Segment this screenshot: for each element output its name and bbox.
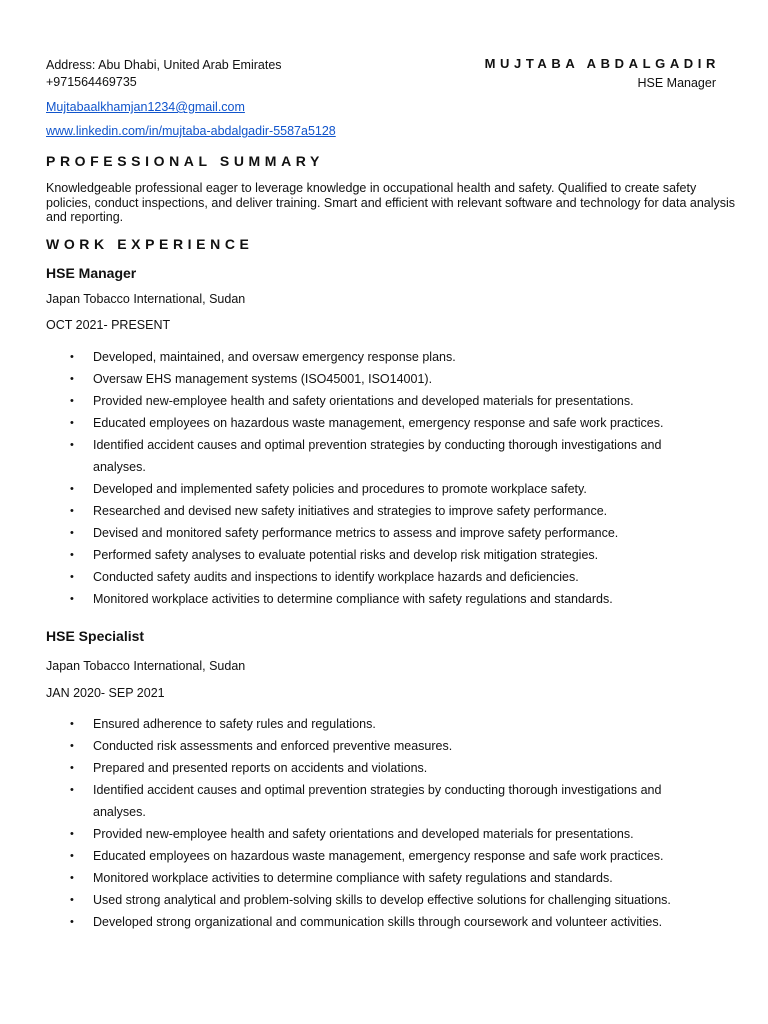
candidate-name: MUJTABA ABDALGADIR (484, 56, 720, 71)
linkedin-link[interactable]: www.linkedin.com/in/mujtaba-abdalgadir-5587a5128 (46, 124, 336, 138)
job-bullet-list (46, 346, 716, 610)
list-item: • Educated employees on hazardous waste management, emergency response and safe work practices. (46, 412, 716, 434)
email-link[interactable]: Mujtabaalkhamjan1234@gmail.com (46, 100, 245, 114)
list-item: • Ensured adherence to safety rules and regulations. (46, 713, 716, 735)
list-item: • Provided new-employee health and safety orientations and developed materials for presentations. (46, 823, 716, 845)
job-title: HSE Manager (46, 265, 137, 281)
list-item: • Monitored workplace activities to determine compliance with safety regulations and standards. (46, 588, 716, 610)
list-item: • Monitored workplace activities to determine compliance with safety regulations and standards. (46, 867, 716, 889)
list-item: • Prepared and presented reports on accidents and violations. (46, 757, 716, 779)
job-company: Japan Tobacco International, Sudan (46, 292, 246, 306)
job-company: Japan Tobacco International, Sudan (46, 659, 246, 673)
contact-block (46, 58, 446, 139)
name-block (484, 56, 720, 91)
job-bullet-list (46, 713, 716, 933)
job-title: HSE Specialist (46, 628, 145, 644)
list-item: • Conducted safety audits and inspections to identify workplace hazards and deficiencies. (46, 566, 716, 588)
experience-heading: WORK EXPERIENCE (46, 236, 254, 252)
list-item: • Researched and devised new safety initiatives and strategies to improve safety performance. (46, 500, 716, 522)
summary-heading: PROFESSIONAL SUMMARY (46, 153, 324, 169)
job-dates: JAN 2020- SEP 2021 (46, 686, 165, 700)
list-item: • Conducted risk assessments and enforced preventive measures. (46, 735, 716, 757)
job-dates: OCT 2021- PRESENT (46, 318, 171, 332)
list-item: • Devised and monitored safety performance metrics to assess and improve safety performance. (46, 522, 716, 544)
list-item: • Developed strong organizational and communication skills through coursework and volunteer activities. (46, 911, 716, 933)
list-item: • Identified accident causes and optimal prevention strategies by conducting thorough investigations and analyses. (46, 434, 716, 478)
list-item: • Provided new-employee health and safety orientations and developed materials for presentations. (46, 390, 716, 412)
summary-text: Knowledgeable professional eager to leverage knowledge in occupational health and safety. Qualified to create safety policies, conduct inspections, and deliver training. Smart and efficient with relevant software and technology for data analysis and reporting. (46, 181, 736, 224)
phone: +971564469735 (46, 75, 137, 89)
list-item: • Developed and implemented safety policies and procedures to promote workplace safety. (46, 478, 716, 500)
candidate-role: HSE Manager (637, 75, 716, 90)
list-item: • Used strong analytical and problem-solving skills to develop effective solutions for challenging situations. (46, 889, 716, 911)
list-item: • Developed, maintained, and oversaw emergency response plans. (46, 346, 716, 368)
list-item: • Identified accident causes and optimal prevention strategies by conducting thorough investigations and analyses. (46, 779, 716, 823)
list-item: • Educated employees on hazardous waste management, emergency response and safe work practices. (46, 845, 716, 867)
list-item: • Performed safety analyses to evaluate potential risks and develop risk mitigation strategies. (46, 544, 716, 566)
address: Address: Abu Dhabi, United Arab Emirates (46, 58, 282, 72)
list-item: • Oversaw EHS management systems (ISO45001, ISO14001). (46, 368, 716, 390)
